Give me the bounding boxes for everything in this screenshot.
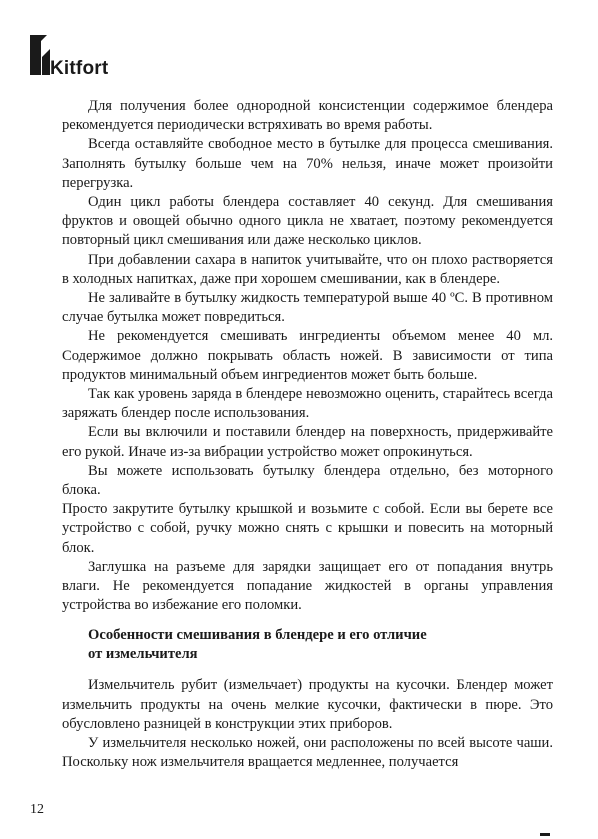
- paragraph: Так как уровень заряда в блендере невозможно оценить, старайтесь всегда заряжать блендер после использования.: [62, 386, 553, 422]
- paragraph: Заглушка на разъеме для зарядки защищает его от попадания внутрь влаги. Не рекомендуется попадание жидкостей в органы управления устройства во избежание его поломки.: [62, 558, 553, 614]
- paragraph: Не рекомендуется смешивать ингредиенты объемом менее 40 мл. Содержимое должно покрывать область ножей. В зависимости от типа продуктов минимальный объем ингредиентов может быть больше.: [62, 328, 553, 383]
- paragraph: Не заливайте в бутылку жидкость температурой выше 40 ºС. В противном случае бутылка может повредиться.: [62, 290, 553, 326]
- paragraph: Всегда оставляйте свободное место в бутылке для процесса смешивания. Заполнять бутылку больше чем на 70% нельзя, иначе может произойти перегрузка.: [62, 136, 553, 191]
- crop-mark: [540, 833, 550, 836]
- brand-logo: [30, 35, 140, 83]
- section-heading: [62, 626, 553, 664]
- kitfort-logo-mark-icon: [30, 35, 50, 75]
- paragraph: Вы можете использовать бутылку блендера отдельно, без моторного блока.: [62, 462, 553, 499]
- paragraph: Один цикл работы блендера составляет 40 секунд. Для смешивания фруктов и овощей обычно одного цикла не хватает, поэтому рекомендуется повторный цикл смешивания или даже несколько циклов.: [62, 194, 553, 249]
- paragraph: Для получения более однородной консистенции содержимое блендера рекомендуется периодически встряхивать во время работы.: [62, 98, 553, 134]
- paragraph-no-indent: Просто закрутите бутылку крышкой и возьмите с собой. Если вы берете все устройство с собой, ручку можно снять с крышки и повесить на моторный блок.: [62, 501, 553, 556]
- section-heading-line2: от измельчителя: [88, 646, 198, 663]
- page-number: 12: [30, 802, 44, 817]
- section-heading-line1: Особенности смешивания в блендере и его отличие: [88, 627, 427, 644]
- paragraph: У измельчителя несколько ножей, они расположены по всей высоте чаши. Поскольку нож измельчителя вращается медленнее, получается: [62, 735, 553, 771]
- paragraph: Если вы включили и поставили блендер на поверхность, придерживайте его рукой. Иначе из-за вибрации устройство может опрокинуться.: [62, 424, 553, 460]
- document-body: [62, 97, 553, 773]
- paragraph: При добавлении сахара в напиток учитывайте, что он плохо растворяется в холодных напитках, даже при хорошем смешивании, как в блендере.: [62, 251, 553, 287]
- paragraph: Измельчитель рубит (измельчает) продукты на кусочки. Блендер может измельчить продукты на очень мелкие кусочки, фактически в пюре. Это обусловлено разницей в конструкции этих приборов.: [62, 677, 553, 732]
- brand-name: Kitfort: [50, 58, 109, 79]
